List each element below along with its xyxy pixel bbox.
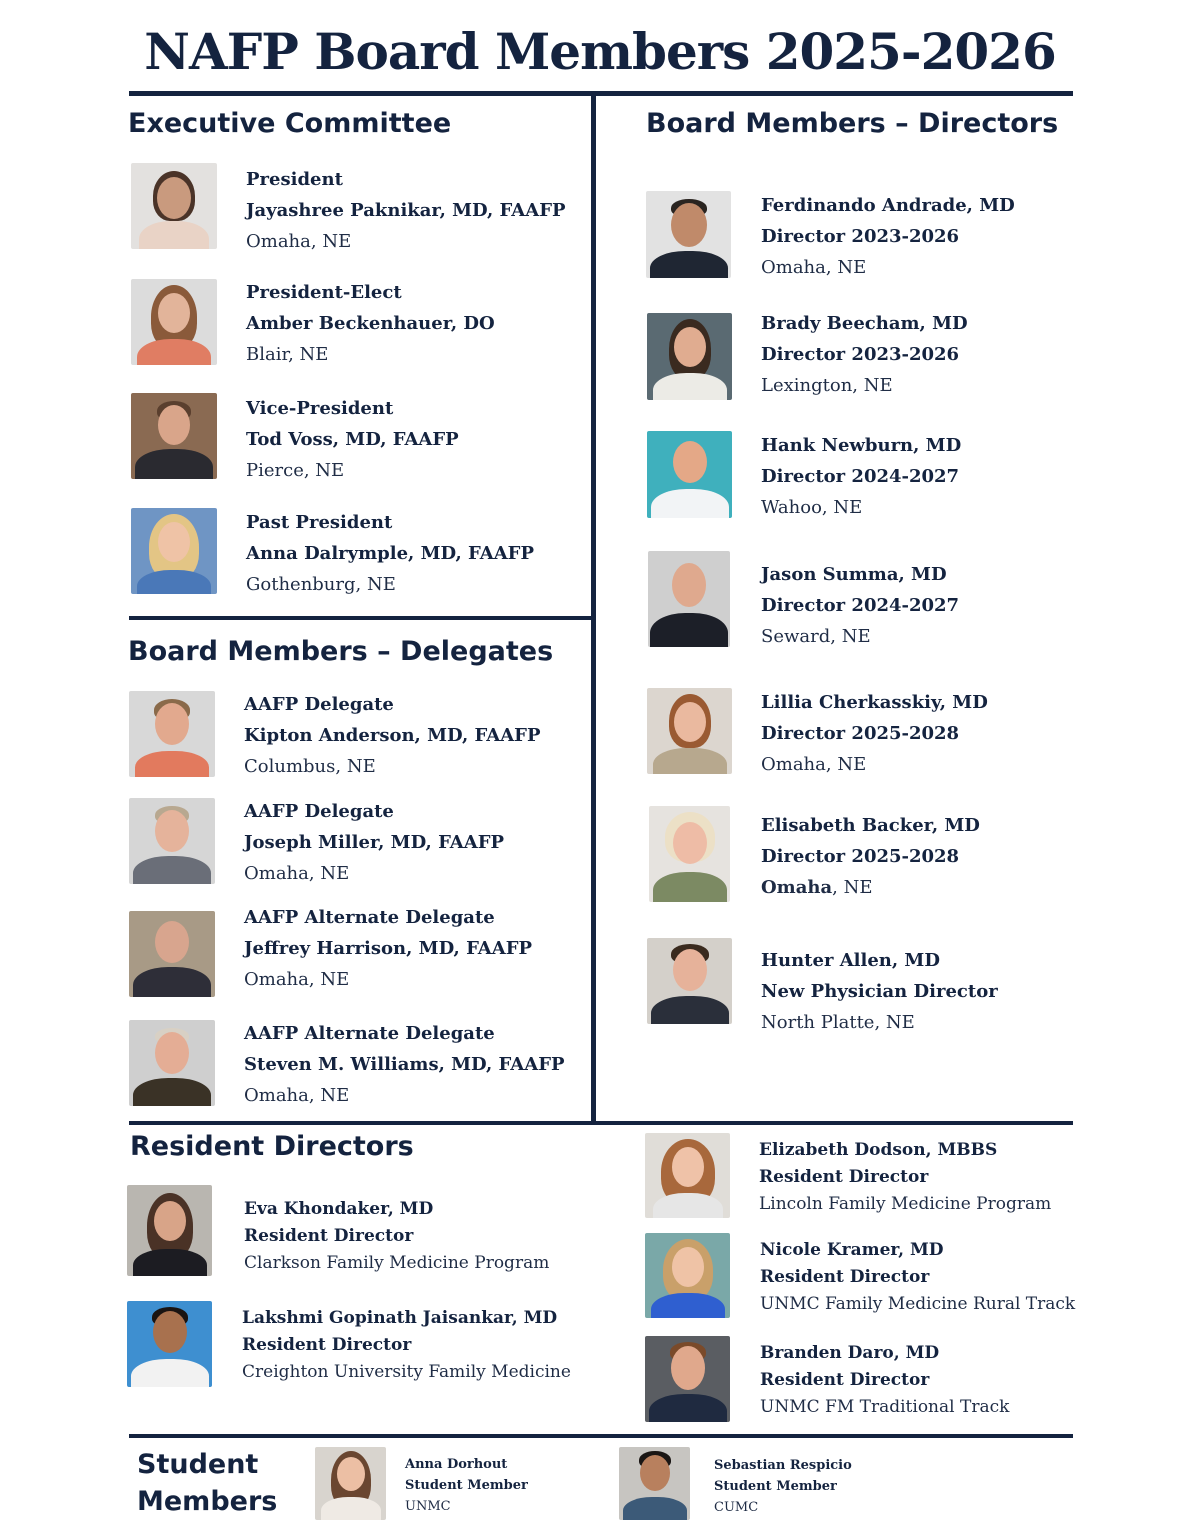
- member-photo: [649, 806, 730, 902]
- member-photo: [129, 798, 215, 884]
- member-photo: [647, 313, 732, 400]
- director-member: Brady Beecham, MD Director 2023-2026 Lexington, NE: [761, 313, 968, 396]
- resident-member: Elizabeth Dodson, MBBS Resident Director Lincoln Family Medicine Program: [759, 1140, 1052, 1214]
- member-photo: [315, 1447, 386, 1520]
- member-photo: [131, 163, 217, 249]
- director-member: Hank Newburn, MD Director 2024-2027 Wahoo, NE: [761, 435, 962, 518]
- resident-member: Eva Khondaker, MD Resident Director Clarkson Family Medicine Program: [244, 1199, 550, 1273]
- director-member: Lillia Cherkasskiy, MD Director 2025-2028 Omaha, NE: [761, 692, 988, 775]
- delegate-member: AAFP Alternate Delegate Jeffrey Harrison, MD, FAAFP Omaha, NE: [244, 907, 533, 990]
- member-photo: [647, 938, 732, 1024]
- resident-top-divider: [129, 1121, 1073, 1125]
- resident-member: Lakshmi Gopinath Jaisankar, MD Resident Director Creighton University Family Medicine: [242, 1308, 571, 1382]
- page-title: NAFP Board Members 2025-2026: [144, 22, 1056, 81]
- member-photo: [131, 508, 217, 594]
- member-photo: [127, 1185, 212, 1276]
- member-photo: [131, 393, 217, 479]
- executive-committee-heading: Executive Committee: [128, 108, 452, 139]
- executive-member: Vice-President Tod Voss, MD, FAAFP Pierce, NE: [246, 398, 459, 481]
- center-divider: [591, 96, 596, 1122]
- member-photo: [648, 551, 730, 647]
- delegates-heading: Board Members – Delegates: [128, 636, 554, 667]
- member-photo: [129, 1020, 215, 1106]
- title-underline: [129, 91, 1073, 96]
- member-photo: [647, 688, 732, 774]
- member-photo: [645, 1336, 730, 1422]
- executive-member: President Jayashree Paknikar, MD, FAAFP Omaha, NE: [246, 169, 566, 252]
- director-member: Hunter Allen, MD New Physician Director North Platte, NE: [761, 950, 998, 1033]
- member-photo: [645, 1133, 730, 1218]
- student-member: Anna Dorhout Student Member UNMC: [405, 1457, 528, 1514]
- left-section-divider: [129, 616, 591, 620]
- resident-member: Nicole Kramer, MD Resident Director UNMC Family Medicine Rural Track: [760, 1240, 1076, 1314]
- member-photo: [646, 191, 731, 278]
- delegate-member: AAFP Delegate Joseph Miller, MD, FAAFP Omaha, NE: [244, 801, 505, 884]
- member-photo: [129, 691, 215, 777]
- member-photo: [131, 279, 217, 365]
- director-member: Ferdinando Andrade, MD Director 2023-2026 Omaha, NE: [761, 195, 1015, 278]
- student-top-divider: [129, 1434, 1073, 1438]
- member-photo: [645, 1233, 730, 1318]
- director-member: Jason Summa, MD Director 2024-2027 Seward, NE: [761, 564, 960, 647]
- directors-heading: Board Members – Directors: [646, 108, 1059, 139]
- student-members-heading: Student Members: [137, 1449, 278, 1517]
- member-photo: [647, 431, 732, 518]
- executive-member: President-Elect Amber Beckenhauer, DO Blair, NE: [246, 282, 495, 365]
- resident-member: Branden Daro, MD Resident Director UNMC FM Traditional Track: [760, 1343, 1010, 1417]
- delegate-member: AAFP Alternate Delegate Steven M. Williams, MD, FAAFP Omaha, NE: [244, 1023, 565, 1106]
- director-member: Elisabeth Backer, MD Director 2025-2028 Omaha, NE: [761, 815, 980, 898]
- student-member: Sebastian Respicio Student Member CUMC: [714, 1458, 852, 1515]
- executive-member: Past President Anna Dalrymple, MD, FAAFP Gothenburg, NE: [246, 512, 534, 595]
- resident-directors-heading: Resident Directors: [130, 1131, 414, 1162]
- member-photo: [127, 1301, 212, 1387]
- member-photo: [619, 1447, 690, 1520]
- delegate-member: AAFP Delegate Kipton Anderson, MD, FAAFP Columbus, NE: [244, 694, 541, 777]
- member-photo: [129, 911, 215, 997]
